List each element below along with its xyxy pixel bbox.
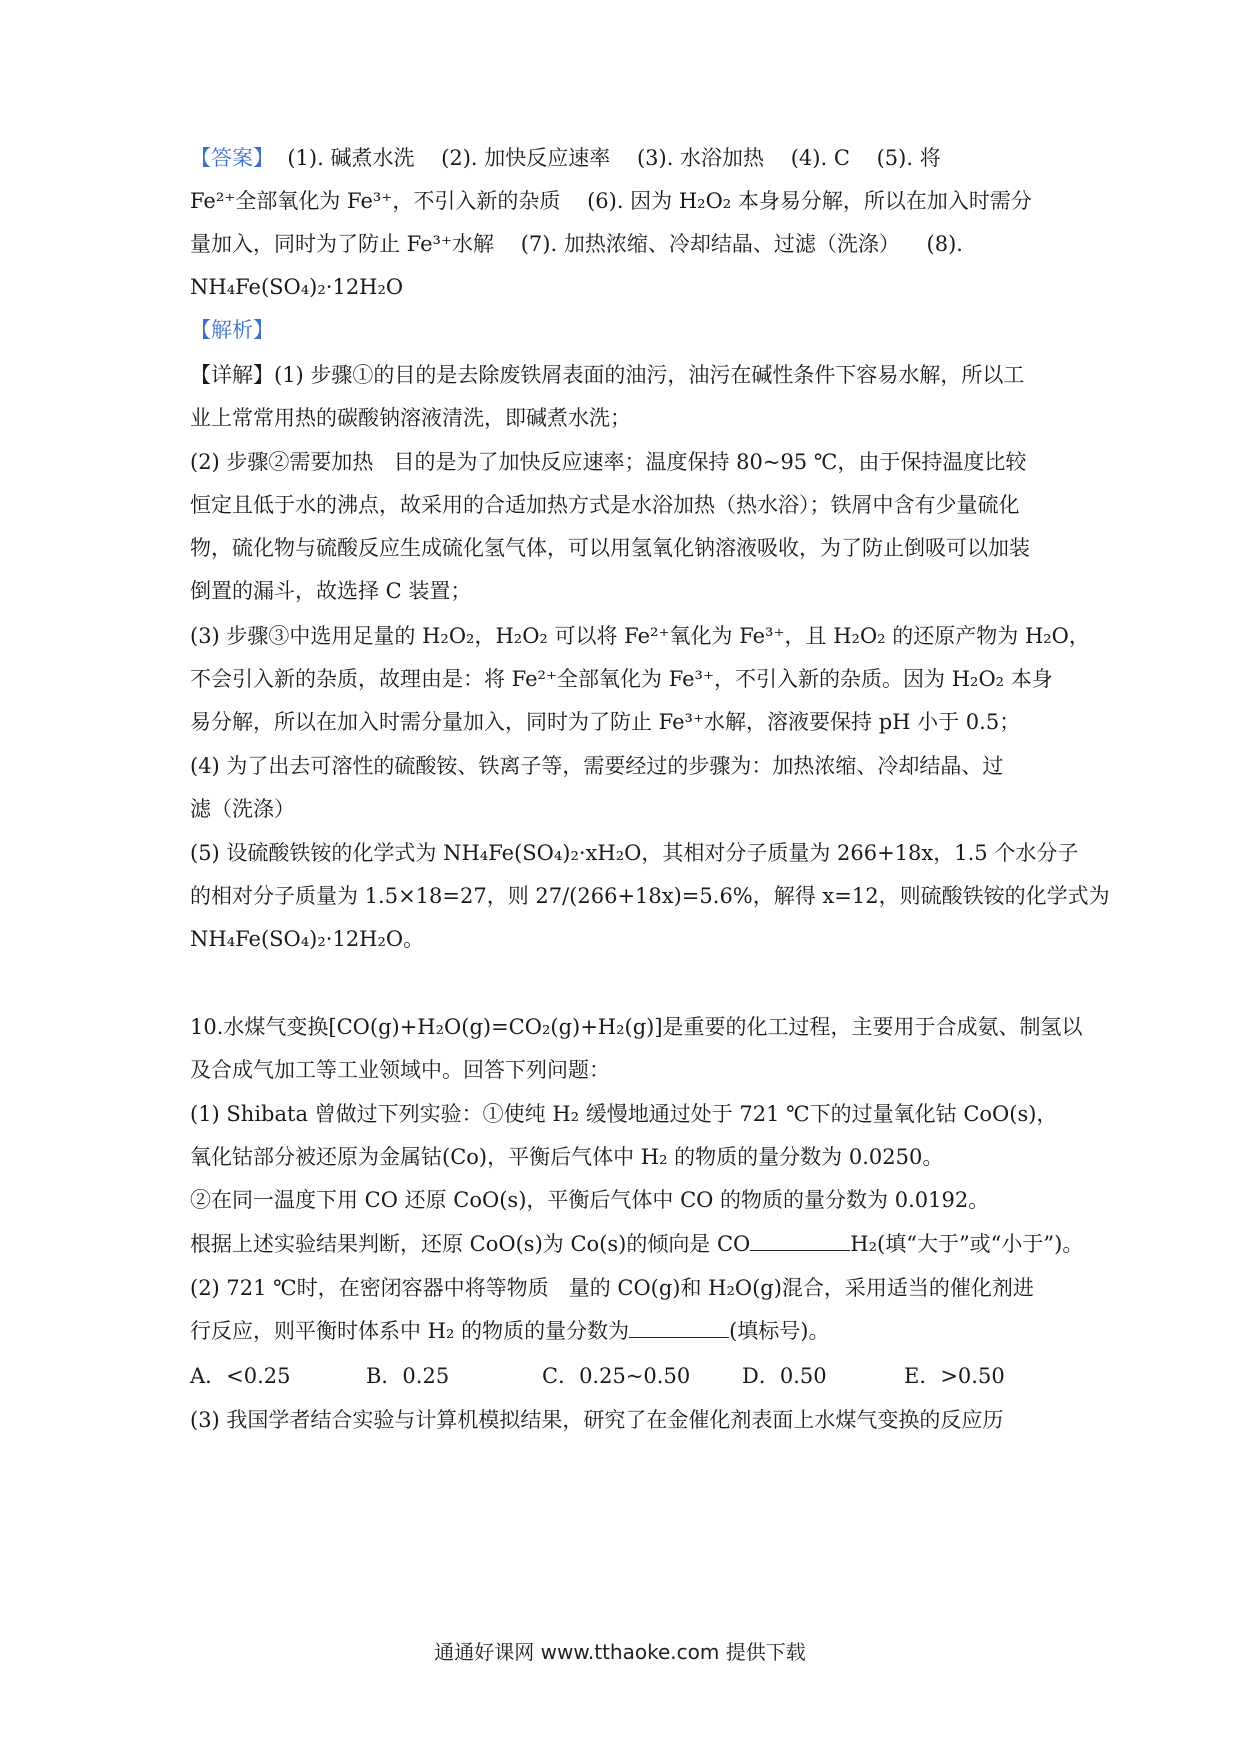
answer-tag: 【答案】: [190, 146, 274, 170]
question-10-line-9: (3) 我国学者结合实验与计算机模拟结果，研究了在金催化剂表面上水煤气变换的反应历: [190, 1408, 1004, 1432]
question-10-line-5: ②在同一温度下用 CO 还原 CoO(s)，平衡后气体中 CO 的物质的量分数为 0.0192。: [190, 1188, 990, 1212]
answer-line-1: [190, 142, 1060, 174]
answer-blank: [750, 1232, 850, 1251]
detail-line: 恒定且低于水的沸点，故采用的合适加热方式是水浴加热（热水浴）；铁屑中含有少量硫化: [190, 493, 1020, 517]
answer-blank: [629, 1319, 729, 1338]
options-row: [190, 1360, 1060, 1392]
detail-line: (5) 设硫酸铁铵的化学式为 NH₄Fe(SO₄)₂·xH₂O，其相对分子质量为 266+18x，1.5 个水分子: [190, 841, 1079, 865]
option-b: B．0.25: [366, 1364, 450, 1388]
detail-line: (4) 为了出去可溶性的硫酸铵、铁离子等，需要经过的步骤为：加热浓缩、冷却结晶、过: [190, 754, 1004, 778]
question-10-line-6: [190, 1228, 1084, 1260]
detail-line: 易分解，所以在加入时需分量加入，同时为了防止 Fe³⁺水解，溶液要保持 pH 小于 0.5；: [190, 710, 1021, 734]
detail-line: 物，硫化物与硫酸反应生成硫化氢气体，可以用氢氧化钠溶液吸收，为了防止倒吸可以加装: [190, 536, 1030, 560]
answer-text-1: (1). 碱煮水洗 (2). 加快反应速率 (3). 水浴加热 (4). C (5). 将: [274, 146, 941, 170]
detail-line: 的相对分子质量为 1.5×18=27，则 27/(266+18x)=5.6%，解得 x=12，则硫酸铁铵的化学式为: [190, 884, 1110, 908]
detail-line: 倒置的漏斗，故选择 C 装置；: [190, 579, 472, 603]
detail-line: (2) 步骤②需要加热 目的是为了加快反应速率；温度保持 80~95 ℃，由于保持温度比较: [190, 450, 1027, 474]
option-e: E．>0.50: [904, 1364, 1005, 1388]
footer-watermark: 通通好课网 www.tthaoke.com 提供下载: [434, 1640, 806, 1664]
detail-line: 滤（洗涤）: [190, 797, 295, 821]
question-10-line-4: 氧化钴部分被还原为金属钴(Co)，平衡后气体中 H₂ 的物质的量分数为 0.0250。: [190, 1145, 944, 1169]
answer-line-4: NH₄Fe(SO₄)₂·12H₂O: [190, 275, 404, 299]
answer-line-3: 量加入，同时为了防止 Fe³⁺水解 (7). 加热浓缩、冷却结晶、过滤（洗涤） (8).: [190, 232, 963, 256]
detail-line: NH₄Fe(SO₄)₂·12H₂O。: [190, 927, 425, 951]
question-10-line-8-part-b: (填标号)。: [729, 1319, 830, 1343]
detail-line: 业上常常用热的碳酸钠溶液清洗，即碱煮水洗；: [190, 406, 631, 430]
question-10-line-6-part-b: H₂(填“大于”或“小于”)。: [850, 1232, 1084, 1256]
question-10-line-8-part-a: 行反应，则平衡时体系中 H₂ 的物质的量分数为: [190, 1319, 630, 1343]
answer-line-2: Fe²⁺全部氧化为 Fe³⁺，不引入新的杂质 (6). 因为 H₂O₂ 本身易分解，所以在加入时需分: [190, 189, 1032, 213]
question-10-line-8: [190, 1315, 1060, 1347]
option-a: A．<0.25: [190, 1364, 291, 1388]
detail-line: 【详解】(1) 步骤①的目的是去除废铁屑表面的油污，油污在碱性条件下容易水解，所以工: [190, 363, 1025, 387]
question-10-line-1: 10.水煤气变换[CO(g)+H₂O(g)=CO₂(g)+H₂(g)]是重要的化工过程，主要用于合成氨、制氢以: [190, 1015, 1083, 1039]
detail-line: (3) 步骤③中选用足量的 H₂O₂，H₂O₂ 可以将 Fe²⁺氧化为 Fe³⁺，且 H₂O₂ 的还原产物为 H₂O，: [190, 624, 1090, 648]
question-10-line-2: 及合成气加工等工业领域中。回答下列问题：: [190, 1058, 610, 1082]
question-10-line-3: (1) Shibata 曾做过下列实验：①使纯 H₂ 缓慢地通过处于 721 ℃下的过量氧化钴 CoO(s)，: [190, 1102, 1058, 1126]
analysis-tag: 【解析】: [190, 318, 274, 342]
question-10-line-6-part-a: 根据上述实验结果判断，还原 CoO(s)为 Co(s)的倾向是 CO: [190, 1232, 751, 1256]
question-10-line-7: (2) 721 ℃时，在密闭容器中将等物质 量的 CO(g)和 H₂O(g)混合，采用适当的催化剂进: [190, 1276, 1034, 1300]
option-d: D．0.50: [742, 1364, 827, 1388]
detail-line: 不会引入新的杂质，故理由是：将 Fe²⁺全部氧化为 Fe³⁺，不引入新的杂质。因为 H₂O₂ 本身: [190, 667, 1053, 691]
option-c: C．0.25~0.50: [542, 1364, 691, 1388]
